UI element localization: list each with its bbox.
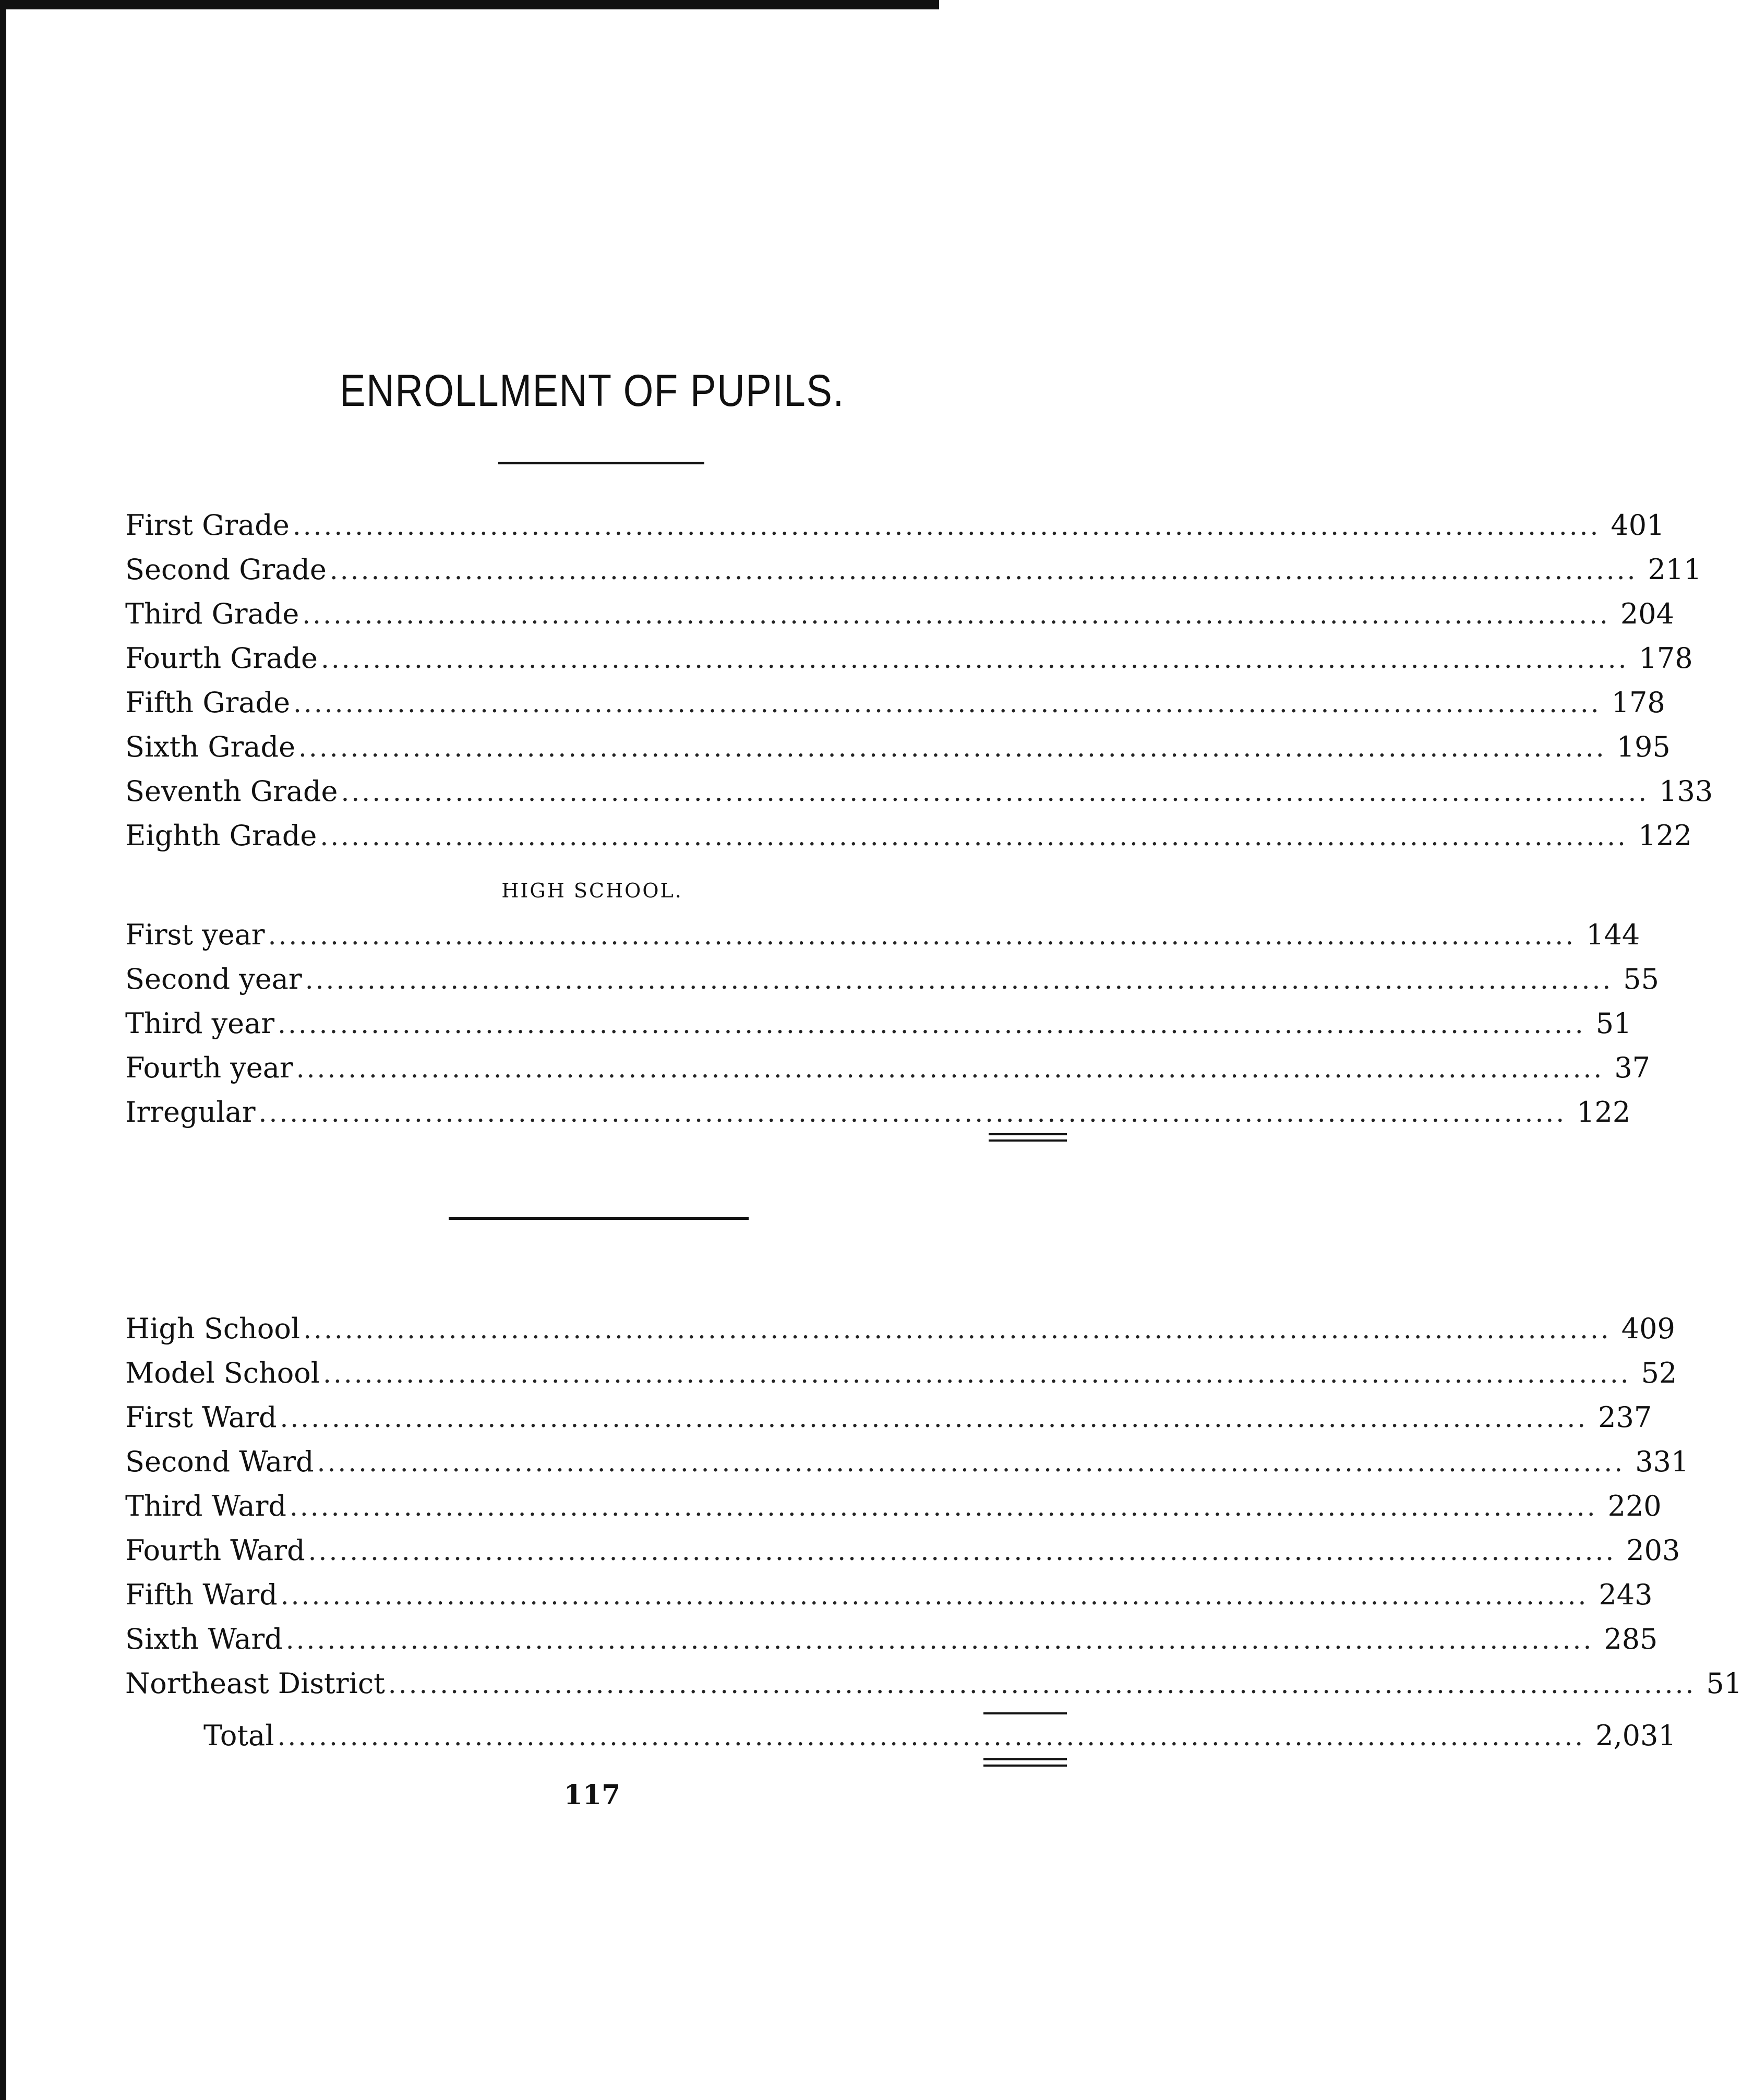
row-value: 144 [1586,918,1640,951]
row-label: Irregular [125,1096,256,1129]
total-label: Total [203,1719,274,1752]
dot-leader: .............................................................................................................................. [292,511,1601,541]
page-top-edge [0,0,939,9]
section-heading: HIGH SCHOOL. [501,879,683,902]
dot-leader: .............................................................................................................................. [320,644,1629,674]
list-item [125,775,1713,819]
list-item [125,1490,1662,1533]
row-label: Second year [125,963,302,995]
dot-leader: .............................................................................................................................. [280,1580,1589,1611]
row-value: 133 [1659,775,1713,808]
row-label: Second Ward [125,1445,314,1478]
row-value: 122 [1638,819,1692,852]
sum-rule [983,1712,1067,1714]
list-item [125,1096,1631,1139]
list-item [125,1007,1632,1051]
list-item [125,918,1640,962]
row-label: Model School [125,1357,320,1389]
row-value: 122 [1577,1096,1631,1129]
dot-leader: .............................................................................................................................. [303,1314,1611,1345]
list-item [125,1623,1658,1666]
row-value: 51 [1595,1007,1632,1040]
row-value: 37 [1614,1051,1651,1084]
row-value: 331 [1635,1445,1689,1478]
row-value: 195 [1616,730,1671,763]
list-item [125,963,1659,1006]
dot-leader: .............................................................................................................................. [293,688,1601,718]
double-rule-lower [989,1139,1067,1142]
row-label: Third Ward [125,1490,286,1522]
list-item [125,1357,1677,1400]
row-label: Northeast District [125,1667,385,1700]
row-label: Third year [125,1007,275,1040]
dot-leader: .............................................................................................................................. [317,1447,1625,1478]
list-item [125,1667,1742,1711]
row-value: 178 [1639,642,1693,675]
list-item [125,1445,1689,1489]
row-value: 204 [1620,597,1674,630]
row-value: 243 [1599,1578,1653,1611]
page-number: 117 [563,1779,621,1811]
row-label: Sixth Ward [125,1623,283,1655]
row-value: 55 [1623,963,1659,995]
dot-leader: .............................................................................................................................. [388,1669,1696,1699]
title-underline [498,462,704,464]
total-row [125,1719,1676,1763]
list-item [125,686,1665,730]
row-label: First Grade [125,509,290,542]
double-rule-lower [983,1765,1067,1767]
dot-leader: .............................................................................................................................. [258,1098,1567,1128]
row-label: Second Grade [125,553,327,586]
row-label: Fifth Ward [125,1578,278,1611]
list-item [125,730,1671,774]
dot-leader: .............................................................................................................................. [277,1721,1585,1751]
section-divider [449,1217,749,1220]
list-item [125,1534,1680,1578]
list-item [125,1051,1651,1095]
list-item [125,597,1674,641]
dot-leader: .............................................................................................................................. [329,555,1638,585]
row-value: 203 [1626,1534,1680,1567]
row-value: 401 [1611,509,1665,542]
page-title: ENROLLMENT OF PUPILS. [340,366,845,416]
row-label: Fifth Grade [125,686,291,719]
row-value: 51 [1706,1667,1742,1700]
list-item [125,1401,1652,1445]
dot-leader: .............................................................................................................................. [296,1053,1604,1084]
row-label: Fourth Ward [125,1534,305,1567]
row-label: Fourth year [125,1051,293,1084]
row-value: 409 [1621,1312,1675,1345]
list-item [125,509,1665,553]
dot-leader: .............................................................................................................................. [323,1359,1631,1389]
dot-leader: .............................................................................................................................. [278,1009,1585,1039]
dot-leader: .............................................................................................................................. [341,777,1649,807]
dot-leader: .............................................................................................................................. [308,1536,1616,1566]
dot-leader: .............................................................................................................................. [298,733,1606,763]
row-value: 52 [1641,1357,1677,1389]
total-value: 2,031 [1595,1719,1676,1752]
double-rule-upper [989,1133,1067,1135]
row-label: First Ward [125,1401,277,1434]
row-value: 178 [1611,686,1665,719]
row-value: 285 [1604,1623,1658,1655]
row-label: Fourth Grade [125,642,318,675]
list-item [125,1312,1675,1356]
list-item [125,1578,1653,1622]
dot-leader: .............................................................................................................................. [290,1492,1597,1522]
row-label: High School [125,1312,301,1345]
dot-leader: .............................................................................................................................. [285,1625,1594,1655]
row-label: First year [125,918,265,951]
row-label: Third Grade [125,597,299,630]
dot-leader: .............................................................................................................................. [280,1403,1588,1433]
list-item [125,819,1692,863]
double-rule-upper [983,1758,1067,1760]
row-value: 211 [1648,553,1702,586]
dot-leader: .............................................................................................................................. [320,821,1628,851]
list-item [125,553,1702,597]
row-label: Seventh Grade [125,775,338,808]
row-value: 220 [1607,1490,1662,1522]
dot-leader: .............................................................................................................................. [302,599,1610,630]
row-label: Sixth Grade [125,730,296,763]
row-value: 237 [1598,1401,1652,1434]
dot-leader: .............................................................................................................................. [268,920,1576,951]
list-item [125,642,1693,686]
row-label: Eighth Grade [125,819,317,852]
dot-leader: .............................................................................................................................. [305,965,1613,995]
